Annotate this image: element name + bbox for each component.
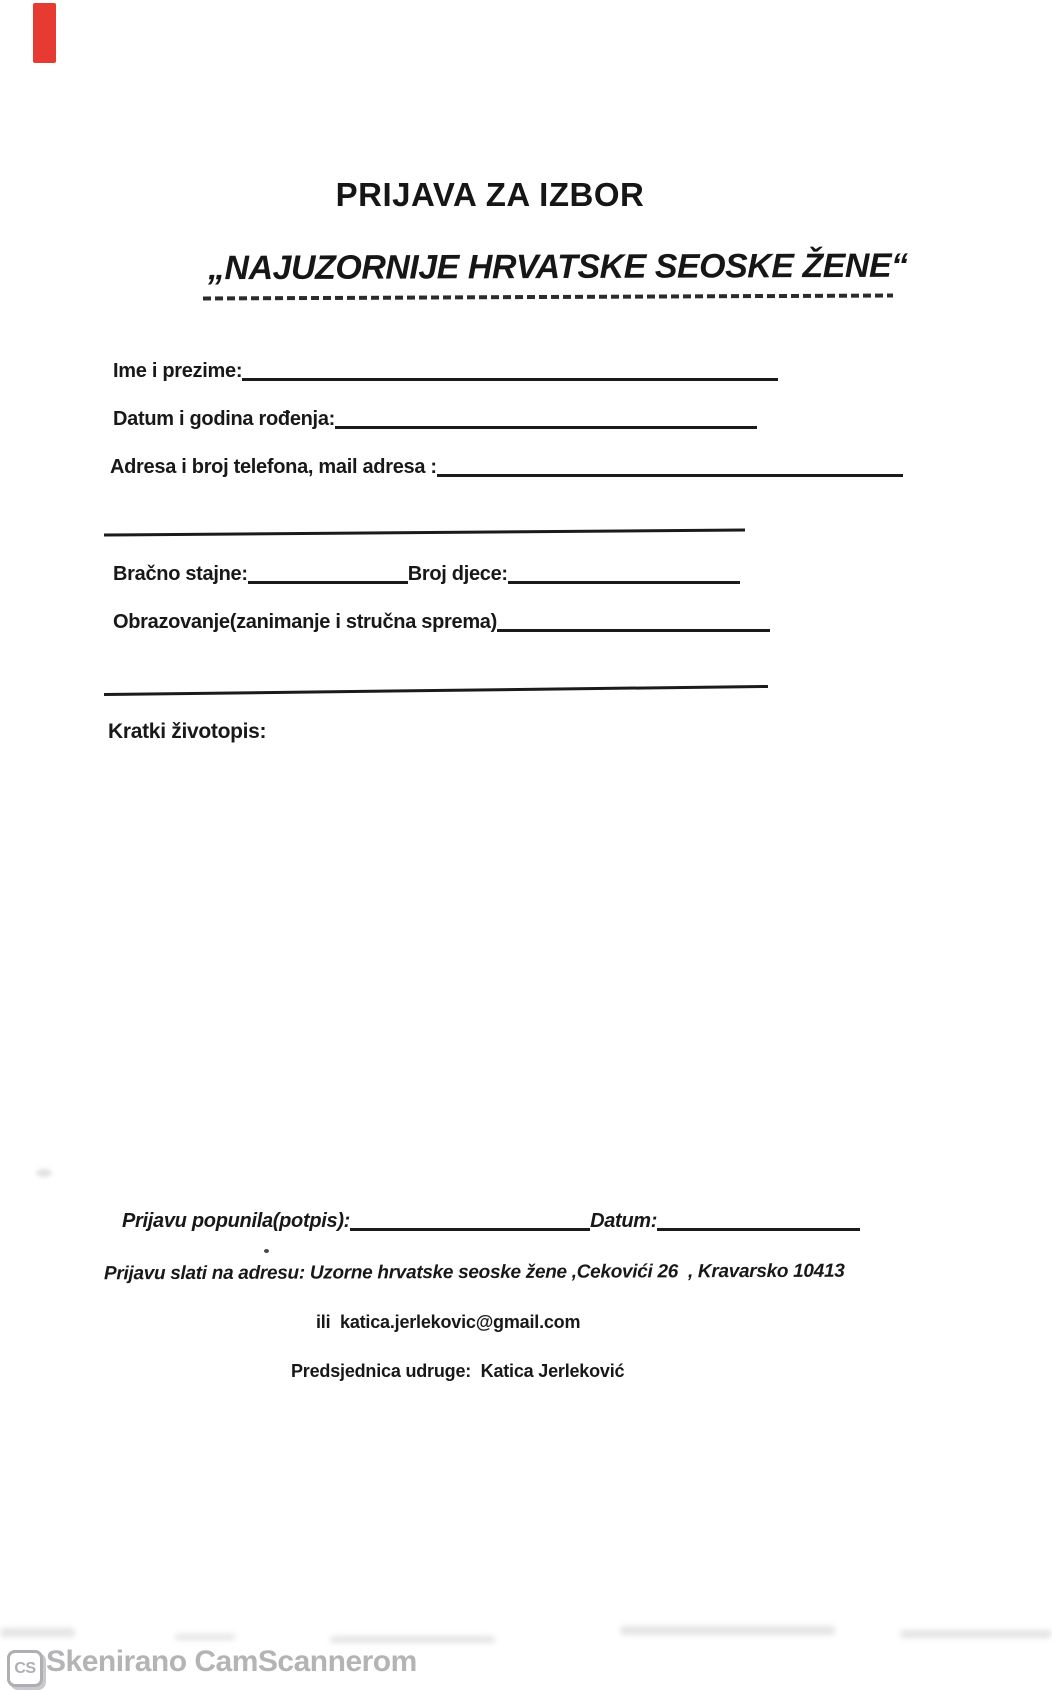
camscanner-logo-icon: CS (7, 1650, 43, 1687)
education-continuation-line (104, 685, 768, 696)
birthdate-field-line (335, 422, 757, 429)
scan-shadow-streak (0, 1628, 75, 1637)
education-field-row (113, 611, 770, 634)
signature-line (350, 1224, 590, 1231)
ink-dot-artifact (264, 1249, 269, 1253)
address-field-row (110, 456, 903, 479)
name-field-row (113, 360, 778, 383)
education-field-line (497, 625, 770, 632)
signature-label: Prijavu popunila(potpis): (122, 1210, 351, 1232)
send-address-line: Prijavu slati na adresu: Uzorne hrvatske seoske žene ,Cekovići 26 , Kravarsko 10413 (103, 1260, 845, 1285)
form-title: PRIJAVA ZA IZBOR (335, 176, 645, 213)
email-line: ili katica.jerlekovic@gmail.com (316, 1312, 581, 1332)
address-field-label: Adresa i broj telefona, mail adresa : (110, 456, 437, 478)
scan-shadow-streak (620, 1626, 835, 1635)
scanner-red-corner-artifact (33, 3, 56, 63)
children-count-label: Broj djece: (407, 563, 508, 585)
education-field-label: Obrazovanje(zanimanje i stručna sprema) (113, 611, 497, 633)
scan-smudge-artifact (36, 1169, 52, 1177)
form-subtitle: „NAJUZORNIJE HRVATSKE SEOSKE ŽENE“ (207, 246, 908, 288)
name-field-line (242, 374, 778, 381)
children-count-line (508, 577, 740, 584)
date-line (657, 1224, 860, 1231)
date-label: Datum: (590, 1210, 658, 1232)
name-field-label: Ime i prezime: (113, 360, 243, 382)
subtitle-dashed-underline (203, 293, 893, 300)
camscanner-watermark-text: Skenirano CamScannerom (46, 1645, 417, 1678)
president-line: Predsjednica udruge: Katica Jerleković (291, 1361, 625, 1381)
marital-status-line (248, 577, 408, 584)
scan-shadow-streak (900, 1630, 1052, 1638)
marital-status-label: Bračno stajne: (113, 563, 248, 585)
biography-label: Kratki životopis: (108, 720, 267, 743)
signature-date-row (122, 1210, 860, 1233)
birthdate-field-row (113, 408, 757, 431)
address-field-line (437, 470, 903, 477)
scan-shadow-streak (330, 1636, 495, 1643)
scan-shadow-streak (175, 1634, 235, 1640)
birthdate-field-label: Datum i godina rođenja: (113, 408, 335, 430)
marital-children-row (113, 563, 740, 586)
address-continuation-line (104, 528, 745, 536)
